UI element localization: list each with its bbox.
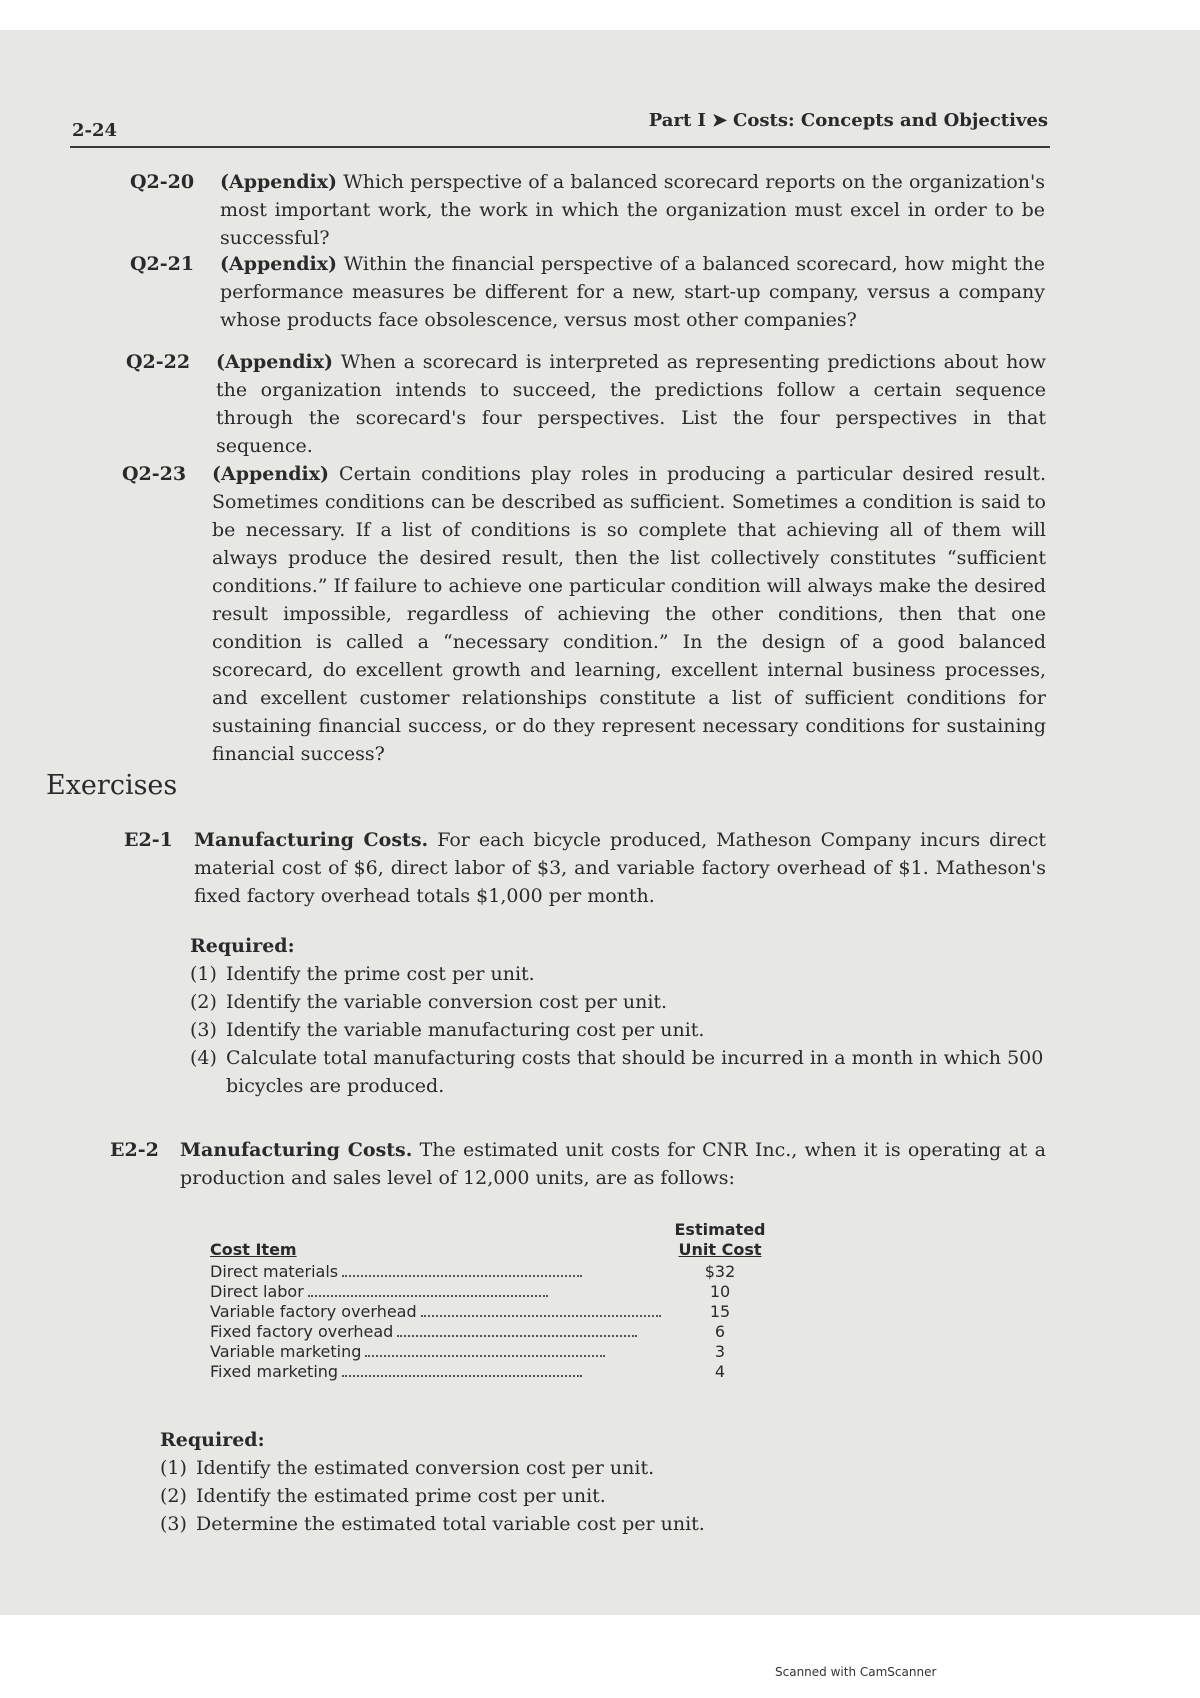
question-number: Q2-20 bbox=[130, 171, 195, 193]
exercise-number: E2-1 bbox=[124, 829, 173, 851]
exercise-item bbox=[110, 1136, 1046, 1192]
item-number: (4) bbox=[190, 1047, 217, 1069]
cell-item: Fixed factory overhead bbox=[210, 1322, 394, 1341]
dot-leader bbox=[308, 1282, 548, 1297]
item-text: Identify the variable manufacturing cost per unit. bbox=[226, 1019, 705, 1041]
section-heading: Exercises bbox=[46, 770, 178, 801]
item-number: (2) bbox=[160, 1485, 187, 1507]
dot-leader bbox=[342, 1362, 582, 1377]
required-title: Required: bbox=[160, 1429, 265, 1451]
question-tag: (Appendix) bbox=[212, 463, 330, 485]
table-row bbox=[210, 1302, 770, 1322]
question-number: Q2-21 bbox=[130, 253, 195, 275]
list-item bbox=[160, 1510, 1046, 1538]
table-body bbox=[210, 1262, 770, 1382]
cell-item: Direct labor bbox=[210, 1282, 304, 1301]
exercise-body: The estimated unit costs for CNR Inc., when it is operating at a production and sales level of 12,000 units, are as follows: bbox=[180, 1139, 1046, 1189]
part-label: Part I bbox=[648, 110, 706, 131]
item-text: Identify the estimated conversion cost per unit. bbox=[196, 1457, 655, 1479]
question-body: Certain conditions play roles in producing a particular desired result. Sometimes conditions can be described as sufficient. Sometimes a condition is said to be necessary. If a list of conditions is so complete that achieving all of them will always produce the desired result, then the list collectively constitutes “sufficient conditions.” If failure to achieve one particular condition will always make the desired result impossible, regardless of achieving the other conditions, then that one condition is called a “necessary condition.” In the design of a good balanced scorecard, do excellent growth and learning, excellent internal business processes, and excellent customer relationships constitute a list of sufficient conditions for sustaining financial success, or do they represent necessary conditions for sustaining financial success? bbox=[212, 463, 1046, 765]
item-number: (3) bbox=[160, 1513, 187, 1535]
cell-item: Variable factory overhead bbox=[210, 1302, 417, 1321]
question-body: When a scorecard is interpreted as representing predictions about how the organization intends to succeed, the predictions follow a certain sequence through the scorecard's four perspectives. List the four perspectives in that sequence. bbox=[216, 351, 1047, 457]
list-item bbox=[190, 960, 1046, 988]
cell-cost: 3 bbox=[714, 1342, 726, 1361]
header-rule bbox=[70, 146, 1050, 148]
table-row bbox=[210, 1362, 770, 1382]
table-row bbox=[210, 1342, 770, 1362]
cell-cost: 6 bbox=[714, 1322, 726, 1341]
list-item bbox=[160, 1482, 1046, 1510]
question-body: Which perspective of a balanced scorecard reports on the organization's most important work, the work in which the organization must excel in order to be successful? bbox=[220, 171, 1045, 249]
question-item bbox=[126, 348, 1046, 460]
question-text bbox=[216, 348, 1046, 460]
question-text bbox=[220, 250, 1045, 334]
question-text bbox=[220, 168, 1045, 252]
cell-item: Variable marketing bbox=[210, 1342, 362, 1361]
list-item bbox=[190, 988, 1046, 1016]
item-number: (1) bbox=[190, 963, 217, 985]
question-tag: (Appendix) bbox=[216, 351, 334, 373]
item-number: (2) bbox=[190, 991, 217, 1013]
exercise-title: Manufacturing Costs. bbox=[180, 1139, 413, 1161]
column-header-line: Estimated bbox=[674, 1220, 766, 1239]
dot-leader bbox=[365, 1342, 605, 1357]
required-list bbox=[160, 1426, 1046, 1538]
cell-item: Direct materials bbox=[210, 1262, 339, 1281]
table-row bbox=[210, 1322, 770, 1342]
exercise-number: E2-2 bbox=[110, 1139, 159, 1161]
required-title: Required: bbox=[190, 935, 295, 957]
question-number: Q2-22 bbox=[126, 351, 191, 373]
table-row bbox=[210, 1282, 770, 1302]
column-header-cost bbox=[665, 1220, 775, 1260]
item-number: (3) bbox=[190, 1019, 217, 1041]
question-number: Q2-23 bbox=[122, 463, 187, 485]
list-item bbox=[190, 1044, 1046, 1100]
dot-leader bbox=[342, 1262, 582, 1277]
exercise-body: For each bicycle produced, Matheson Company incurs direct material cost of $6, direct labor of $3, and variable factory overhead of $1. Matheson's fixed factory overhead totals $1,000 per month. bbox=[194, 829, 1046, 907]
question-tag: (Appendix) bbox=[220, 171, 338, 193]
cell-cost: $32 bbox=[704, 1262, 736, 1281]
arrow-icon: ➤ bbox=[711, 110, 728, 131]
running-head bbox=[649, 110, 1048, 131]
section-title: Costs: Concepts and Objectives bbox=[733, 110, 1048, 131]
question-tag: (Appendix) bbox=[220, 253, 338, 275]
item-number: (1) bbox=[160, 1457, 187, 1479]
column-header-item: Cost Item bbox=[210, 1240, 297, 1259]
item-text: Determine the estimated total variable cost per unit. bbox=[196, 1513, 705, 1535]
question-text bbox=[212, 460, 1046, 768]
cell-item: Fixed marketing bbox=[210, 1362, 339, 1381]
question-item bbox=[130, 168, 1045, 252]
item-text: Identify the variable conversion cost per unit. bbox=[226, 991, 668, 1013]
exercise-text bbox=[194, 826, 1046, 910]
cell-cost: 10 bbox=[709, 1282, 731, 1301]
dot-leader bbox=[397, 1322, 637, 1337]
column-header-line: Unit Cost bbox=[678, 1240, 762, 1259]
item-text: Identify the estimated prime cost per unit. bbox=[196, 1485, 606, 1507]
item-text: Identify the prime cost per unit. bbox=[226, 963, 535, 985]
exercise-text bbox=[180, 1136, 1046, 1192]
cell-cost: 15 bbox=[709, 1302, 731, 1321]
question-body: Within the financial perspective of a balanced scorecard, how might the performance measures be different for a new, start-up company, versus a company whose products face obsolescence, versus most other companies? bbox=[220, 253, 1045, 331]
exercise-item bbox=[124, 826, 1046, 910]
item-text: Calculate total manufacturing costs that should be incurred in a month in which 500 bicycles are produced. bbox=[226, 1047, 1044, 1097]
table-row bbox=[210, 1262, 770, 1282]
page-number: 2-24 bbox=[72, 120, 118, 141]
list-item bbox=[160, 1454, 1046, 1482]
exercise-title: Manufacturing Costs. bbox=[194, 829, 429, 851]
question-item bbox=[130, 250, 1045, 334]
required-list bbox=[190, 932, 1046, 1100]
dot-leader bbox=[421, 1302, 661, 1317]
question-item bbox=[122, 460, 1046, 768]
cell-cost: 4 bbox=[714, 1362, 726, 1381]
scanner-watermark: Scanned with CamScanner bbox=[775, 1665, 937, 1679]
list-item bbox=[190, 1016, 1046, 1044]
